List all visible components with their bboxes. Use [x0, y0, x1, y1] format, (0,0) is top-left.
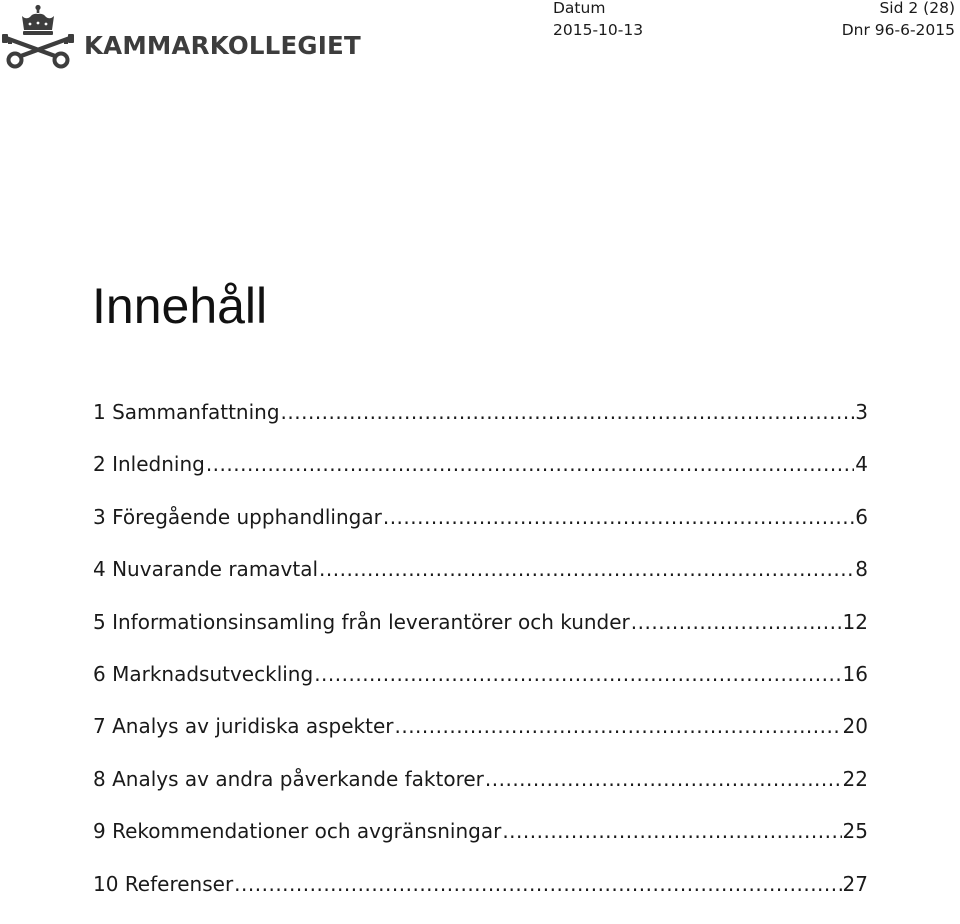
toc-entry-page: 12 — [842, 609, 868, 634]
toc-entry[interactable] — [93, 400, 868, 452]
reference-number: Dnr 96-6-2015 — [841, 21, 955, 39]
toc-entry-label: Sammanfattning — [112, 400, 280, 424]
toc-dot-leader — [314, 662, 841, 686]
toc-entry-number: 2 — [93, 452, 106, 477]
toc-entry[interactable] — [93, 662, 868, 714]
toc-entry-page: 25 — [842, 819, 868, 844]
toc-entry[interactable] — [93, 610, 868, 662]
toc-entry-page: 3 — [855, 400, 868, 424]
logo-wordmark: KAMMARKOLLEGIET — [84, 31, 361, 60]
toc-dot-leader — [485, 767, 842, 791]
toc-entry[interactable] — [93, 557, 868, 609]
header-date-block — [553, 0, 643, 41]
toc-entry[interactable] — [93, 819, 868, 871]
table-of-contents — [93, 400, 868, 924]
crown-keys-emblem-icon — [0, 4, 84, 70]
toc-dot-leader — [206, 452, 854, 476]
toc-entry-number: 10 — [93, 871, 119, 896]
toc-entry-number: 8 — [93, 766, 106, 791]
toc-entry-page: 22 — [842, 766, 868, 791]
page-indicator: Sid 2 (28) — [879, 0, 955, 17]
toc-entry-number: 6 — [93, 661, 106, 686]
toc-entry[interactable] — [93, 452, 868, 504]
header-reference-block — [842, 0, 955, 41]
toc-entry-page: 4 — [855, 452, 868, 477]
date-value: 2015-10-13 — [553, 21, 644, 39]
toc-dot-leader — [394, 714, 841, 738]
toc-entry-page: 6 — [855, 504, 868, 529]
toc-entry-label: Analys av andra påverkande faktorer — [112, 766, 484, 791]
toc-entry-number: 9 — [93, 819, 106, 844]
page-title: Innehåll — [92, 278, 268, 334]
toc-entry[interactable] — [93, 872, 868, 924]
toc-dot-leader — [319, 557, 854, 581]
toc-entry-label: Marknadsutveckling — [112, 661, 314, 686]
toc-entry-label: Informationsinsamling från leverantörer och kunder — [112, 609, 630, 634]
toc-entry-page: 20 — [842, 714, 868, 739]
toc-dot-leader — [631, 610, 842, 634]
toc-entry[interactable] — [93, 767, 868, 819]
toc-entry-number: 1 — [93, 400, 106, 424]
date-label: Datum — [553, 0, 606, 17]
toc-entry-label: Analys av juridiska aspekter — [112, 714, 394, 739]
toc-entry-page: 27 — [842, 871, 868, 896]
toc-entry-label: Referenser — [124, 871, 234, 896]
toc-entry-label: Inledning — [112, 452, 205, 477]
toc-entry-page: 16 — [842, 661, 868, 686]
toc-dot-leader — [383, 505, 854, 529]
toc-entry-label: Nuvarande ramavtal — [112, 557, 319, 582]
kammarkollegiet-logo — [0, 4, 361, 70]
toc-entry-number: 4 — [93, 557, 106, 582]
toc-dot-leader — [281, 400, 855, 424]
toc-entry[interactable] — [93, 714, 868, 766]
toc-entry-page: 8 — [855, 557, 868, 582]
toc-entry-label: Föregående upphandlingar — [112, 504, 382, 529]
toc-dot-leader — [502, 819, 841, 843]
toc-entry[interactable] — [93, 505, 868, 557]
toc-entry-number: 5 — [93, 609, 106, 634]
toc-entry-number: 7 — [93, 714, 106, 739]
toc-entry-label: Rekommendationer och avgränsningar — [112, 819, 502, 844]
toc-dot-leader — [234, 872, 841, 896]
toc-entry-number: 3 — [93, 504, 106, 529]
